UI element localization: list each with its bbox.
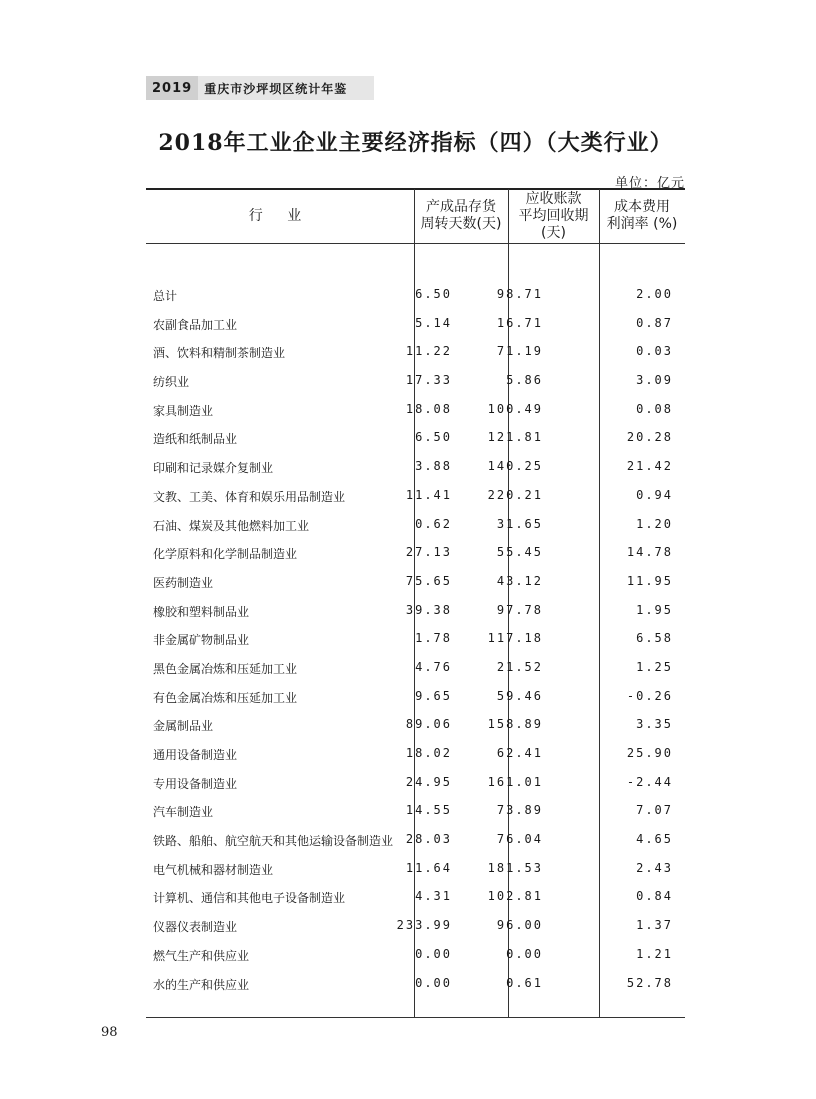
receivables-period-value: 121.81 — [487, 430, 543, 445]
table-row — [146, 797, 685, 826]
receivables-period-value: 181.53 — [487, 860, 543, 875]
industry-name: 印刷和记录媒介复制业 — [153, 461, 274, 476]
cost-profit-margin-value: 1.20 — [636, 516, 673, 531]
inventory-turnover-days-value: 17.33 — [405, 373, 452, 388]
inventory-turnover-days-value: 18.08 — [405, 401, 452, 416]
table-row — [146, 625, 685, 654]
table-row — [146, 511, 685, 540]
receivables-period-value: 220.21 — [487, 487, 543, 502]
receivables-period-value: 59.46 — [496, 688, 543, 703]
table-row — [146, 683, 685, 712]
table-row — [146, 568, 685, 597]
cost-profit-margin-value: 1.25 — [636, 659, 673, 674]
inventory-turnover-days-value: 11.64 — [405, 860, 452, 875]
receivables-period-value: 43.12 — [496, 573, 543, 588]
cost-profit-margin-value: 3.35 — [636, 717, 673, 732]
receivables-period-value: 102.81 — [487, 889, 543, 904]
table-row — [146, 912, 685, 941]
cost-profit-margin-value: 4.65 — [636, 832, 673, 847]
running-head-title: 重庆市沙坪坝区统计年鉴 — [204, 81, 348, 96]
inventory-turnover-days-value: 5.14 — [415, 315, 452, 330]
inventory-turnover-days-value: 28.03 — [405, 832, 452, 847]
cost-profit-margin-value: 11.95 — [626, 573, 673, 588]
receivables-period-value: 97.78 — [496, 602, 543, 617]
cost-profit-margin-value: 14.78 — [626, 545, 673, 560]
page-title: 2018年工业企业主要经济指标（四）（大类行业） — [158, 130, 673, 156]
table-row — [146, 396, 685, 425]
header-inventory-turnover-days — [414, 190, 508, 242]
industry-name: 通用设备制造业 — [153, 748, 238, 762]
industry-name: 汽车制造业 — [153, 805, 214, 820]
table-header-rule — [146, 243, 685, 244]
receivables-period-value: 161.01 — [487, 774, 543, 789]
industry-name: 计算机、通信和其他电子设备制造业 — [153, 891, 346, 906]
page-number: 98 — [101, 1025, 118, 1040]
cost-profit-margin-value: 20.28 — [626, 430, 673, 445]
inventory-turnover-days-value: 4.31 — [415, 889, 452, 904]
table-row — [146, 539, 685, 568]
inventory-turnover-days-value: 18.02 — [405, 746, 452, 760]
industry-name: 农副食品加工业 — [153, 317, 238, 332]
receivables-period-value: 117.18 — [487, 631, 543, 646]
receivables-period-value: 98.71 — [496, 287, 543, 301]
cost-profit-margin-value: 0.87 — [636, 315, 673, 330]
table-row — [146, 769, 685, 798]
cost-profit-margin-value: 3.09 — [636, 373, 673, 388]
header-line: 成本费用 — [614, 199, 670, 215]
inventory-turnover-days-value: 1.78 — [415, 631, 452, 646]
industry-name: 金属制品业 — [153, 719, 214, 734]
unit-label: 单位：亿元 — [614, 176, 685, 191]
cost-profit-margin-value: 7.07 — [636, 803, 673, 818]
inventory-turnover-days-value: 39.38 — [405, 602, 452, 617]
inventory-turnover-days-value: 0.00 — [415, 975, 452, 990]
cost-profit-margin-value: 0.08 — [636, 401, 673, 416]
industry-name: 燃气生产和供应业 — [153, 948, 250, 963]
cost-profit-margin-value: 2.43 — [636, 860, 673, 875]
header-line: 周转天数(天) — [420, 216, 502, 232]
cost-profit-margin-value: -2.44 — [626, 774, 673, 789]
table-row — [146, 281, 685, 310]
receivables-period-value: 73.89 — [496, 803, 543, 818]
header-line: 平均回收期 — [518, 207, 589, 224]
table-row — [146, 482, 685, 511]
industry-name: 橡胶和塑料制品业 — [153, 604, 250, 619]
header-line: (天) — [541, 224, 566, 241]
inventory-turnover-days-value: 14.55 — [405, 803, 452, 818]
inventory-turnover-days-value: 6.50 — [415, 430, 452, 445]
receivables-period-value: 21.52 — [496, 659, 543, 674]
industry-name: 仪器仪表制造业 — [153, 920, 238, 935]
cost-profit-margin-value: 21.42 — [626, 459, 673, 474]
cost-profit-margin-value: 1.21 — [636, 946, 673, 961]
receivables-period-value: 96.00 — [496, 918, 543, 933]
cost-profit-margin-value: 0.84 — [636, 889, 673, 904]
industry-name: 化学原料和化学制品制造业 — [153, 547, 298, 562]
cost-profit-margin-value: 1.95 — [636, 602, 673, 617]
receivables-period-value: 158.89 — [487, 717, 543, 732]
receivables-period-value: 76.04 — [496, 832, 543, 847]
table-row — [146, 855, 685, 884]
table-row — [146, 367, 685, 396]
receivables-period-value: 140.25 — [487, 459, 543, 474]
industry-name: 专用设备制造业 — [153, 776, 238, 791]
cost-profit-margin-value: 0.94 — [636, 487, 673, 502]
table-row — [146, 883, 685, 912]
header-cost-profit-margin — [599, 190, 685, 242]
inventory-turnover-days-value: 11.41 — [405, 487, 452, 502]
industry-name: 文教、工美、体育和娱乐用品制造业 — [153, 489, 346, 504]
industry-name: 水的生产和供应业 — [153, 977, 250, 992]
industry-name: 电气机械和器材制造业 — [153, 862, 274, 877]
industry-name: 有色金属冶炼和压延加工业 — [153, 690, 298, 705]
inventory-turnover-days-value: 11.22 — [405, 344, 452, 359]
inventory-turnover-days-value: 24.95 — [405, 774, 452, 789]
table-bottom-rule — [146, 1017, 685, 1018]
cost-profit-margin-value: 6.58 — [636, 631, 673, 646]
industry-name: 酒、饮料和精制茶制造业 — [153, 346, 286, 361]
table-row — [146, 310, 685, 339]
receivables-period-value: 0.00 — [506, 946, 543, 961]
inventory-turnover-days-value: 3.88 — [415, 459, 452, 474]
industry-name: 非金属矿物制品业 — [153, 633, 250, 648]
cost-profit-margin-value: -0.26 — [626, 688, 673, 703]
cost-profit-margin-value: 0.03 — [636, 344, 673, 359]
receivables-period-value: 0.61 — [506, 975, 543, 990]
table-row — [146, 654, 685, 683]
inventory-turnover-days-value: 233.99 — [396, 918, 452, 933]
cost-profit-margin-value: 1.37 — [636, 918, 673, 933]
running-head — [146, 76, 374, 100]
header-industry: 行 业 — [248, 207, 312, 224]
table-row — [146, 453, 685, 482]
header-receivables-collection-period — [508, 190, 599, 242]
table-row — [146, 711, 685, 740]
table-row — [146, 970, 685, 999]
inventory-turnover-days-value: 0.00 — [415, 946, 452, 961]
receivables-period-value: 62.41 — [496, 746, 543, 760]
header-line: 利润率 (%) — [606, 216, 678, 232]
inventory-turnover-days-value: 27.13 — [405, 545, 452, 560]
industry-name: 铁路、船舶、航空航天和其他运输设备制造业 — [153, 834, 394, 849]
table-row — [146, 941, 685, 970]
table-body — [146, 281, 685, 998]
industry-name: 黑色金属冶炼和压延加工业 — [153, 661, 298, 676]
table-row — [146, 424, 685, 453]
inventory-turnover-days-value: 4.76 — [415, 659, 452, 674]
receivables-period-value: 31.65 — [496, 516, 543, 531]
inventory-turnover-days-value: 75.65 — [405, 573, 452, 588]
receivables-period-value: 16.71 — [496, 315, 543, 330]
industry-name: 纺织业 — [153, 375, 190, 390]
inventory-turnover-days-value: 9.65 — [415, 688, 452, 703]
cost-profit-margin-value: 25.90 — [626, 746, 673, 760]
inventory-turnover-days-value: 89.06 — [405, 717, 452, 732]
inventory-turnover-days-value: 6.50 — [415, 287, 452, 301]
table-row — [146, 740, 685, 769]
industry-name: 家具制造业 — [153, 403, 214, 418]
header-line: 应收账款 — [525, 190, 582, 207]
header-line: 产成品存货 — [426, 199, 496, 215]
industry-name: 造纸和纸制品业 — [153, 432, 238, 447]
receivables-period-value: 71.19 — [496, 344, 543, 359]
table-row — [146, 597, 685, 626]
industry-name: 石油、煤炭及其他燃料加工业 — [153, 518, 310, 533]
cost-profit-margin-value: 52.78 — [626, 975, 673, 990]
industry-name: 医药制造业 — [153, 575, 214, 590]
industry-name: 总计 — [153, 289, 178, 303]
receivables-period-value: 55.45 — [496, 545, 543, 560]
running-head-year: 2019 — [146, 76, 198, 100]
inventory-turnover-days-value: 0.62 — [415, 516, 452, 531]
table-row — [146, 338, 685, 367]
table-row — [146, 826, 685, 855]
receivables-period-value: 5.86 — [506, 373, 543, 388]
receivables-period-value: 100.49 — [487, 401, 543, 416]
cost-profit-margin-value: 2.00 — [636, 287, 673, 301]
